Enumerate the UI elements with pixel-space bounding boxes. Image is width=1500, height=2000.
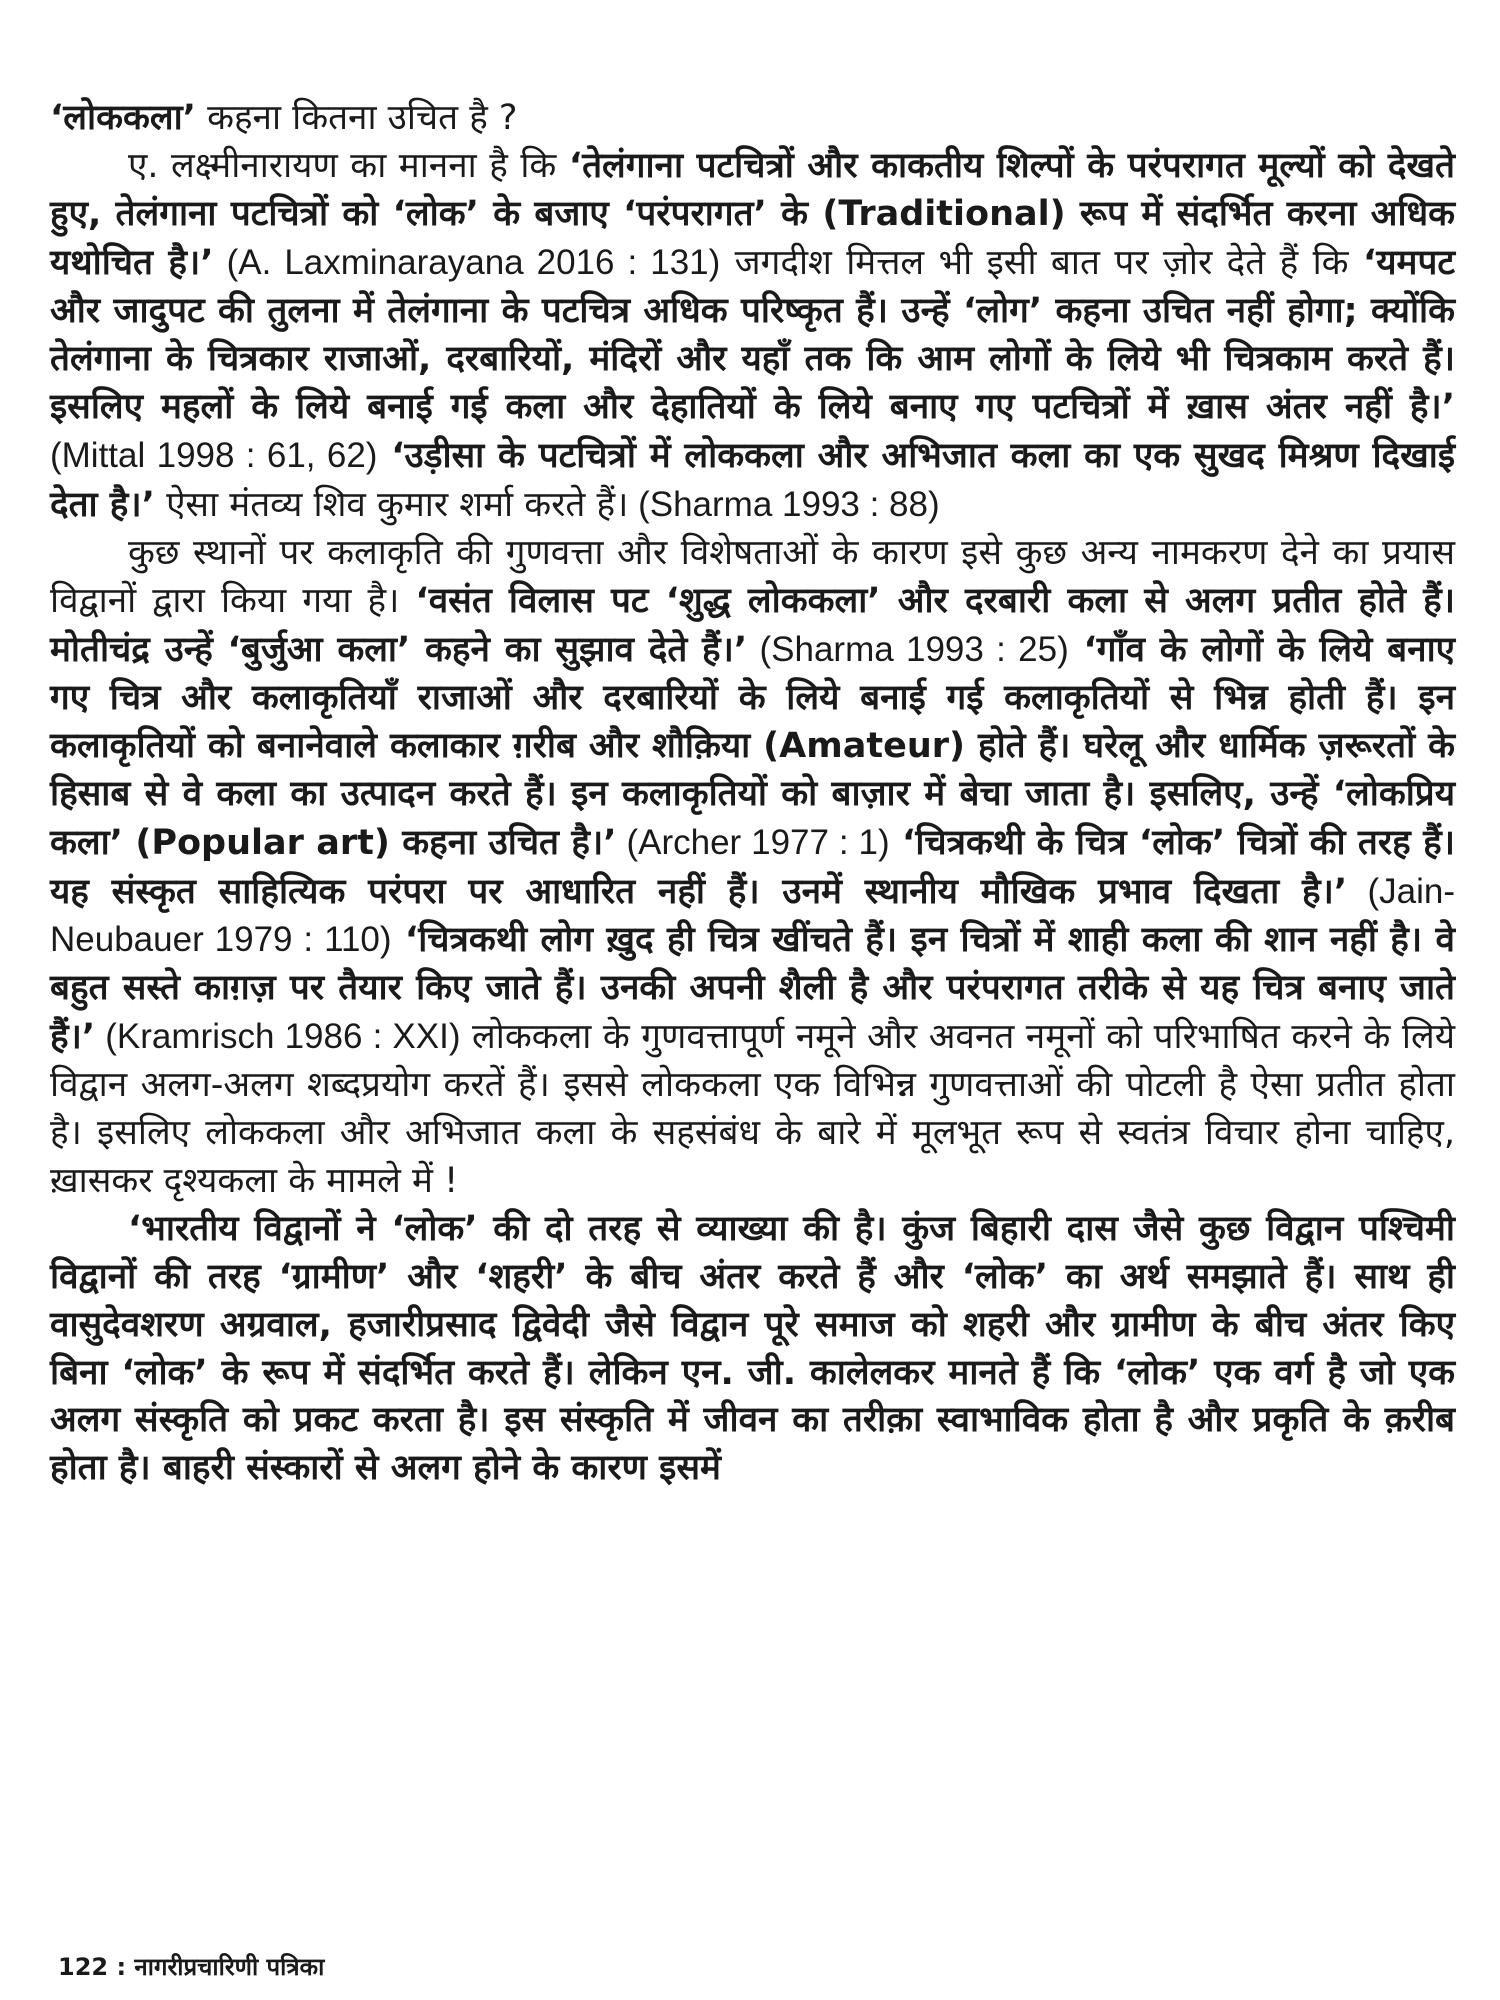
body-text: ए. लक्ष्मीनारायण का मानना है कि xyxy=(128,145,569,186)
citation: (Kramrisch 1986 : XXI) xyxy=(95,1017,461,1057)
quoted-text: ‘चित्रकथी के चित्र ‘लोक’ चित्रों की तरह हैं। यह संस्कृत साहित्यिक परंपरा पर आधारित नहीं हैं। उनमें स्थानीय मौखिक प्रभाव दिखता है।’ xyxy=(50,822,1455,912)
quoted-text: ‘उड़ीसा के पटचित्रों में लोककला और अभिजात कला का एक सुखद मिश्रण दिखाई देता है।’ xyxy=(50,436,1456,526)
quoted-text: ‘भारतीय विद्वानों ने ‘लोक’ की दो तरह से व्याख्या की है। कुंज बिहारी दास जैसे कुछ विद्वान पश्चिमी विद्वानों की तरह ‘ग्रामीण’ और ‘शहरी’ के बीच अंतर करते हैं और ‘लोक’ का अर्थ समझाते हैं। साथ ही वासुदेवशरण अग्रवाल, हजारीप्रसाद द्विवेदी जैसे विद्वान पूरे समाज को शहरी और ग्रामीण के बीच अंतर किए बिना ‘लोक’ के रूप में संदर्भित करते हैं। लेकिन एन. जी. कालेलकर मानते हैं कि ‘लोक’ एक वर्ग है जो एक अलग संस्कृति को प्रकट करता है। इस संस्कृति में जीवन का तरीक़ा स्वाभाविक होता है और प्रकृति के क़रीब होता है। बाहरी संस्कारों से अलग होने के कारण इसमें xyxy=(50,1208,1455,1489)
quoted-text: ‘चित्रकथी लोग ख़ुद ही चित्र खींचते हैं। इन चित्रों में शाही कला की शान नहीं है। वे बहुत सस्ते काग़ज़ पर तैयार किए जाते हैं। उनकी अपनी शैली है और परंपरागत तरीके से यह चित्र बनाए जाते हैं।’ xyxy=(50,920,1455,1058)
quoted-text: ‘तेलंगाना पटचित्रों और काकतीय शिल्पों के परंपरागत मूल्यों को देखते हुए, तेलंगाना पटचित्रों को ‘लोक’ के बजाए ‘परंपरागत’ के (Traditional) रूप में संदर्भित करना अधिक यथोचित है।’ xyxy=(50,145,1455,283)
document-body xyxy=(50,95,1455,1493)
body-text: कहना कितना उचित है ? xyxy=(195,98,518,138)
citation: (A. Laxminarayana 2016 : 131) xyxy=(213,242,721,282)
citation: (Mittal 1998 : 61, 62) xyxy=(50,436,378,476)
quoted-text: ‘यमपट और जादुपट की तुलना में तेलंगाना के पटचित्र अधिक परिष्कृत हैं। उन्हें ‘लोग’ कहना उचित नहीं होगा; क्योंकि तेलंगाना के चित्रकार राजाओं, दरबारियों, मंदिरों और यहाँ तक कि आम लोगों के लिये भी चित्रकाम करते हैं। इसलिए महलों के लिये बनाई गई कला और देहातियों के लिये बनाए गए पटचित्रों में ख़ास अंतर नहीं है।’ xyxy=(50,242,1455,428)
body-text: जगदीश मित्तल भी इसी बात पर ज़ोर देते हैं कि xyxy=(720,242,1363,283)
paragraph-3 xyxy=(50,1206,1455,1493)
citation: (Sharma 1993 : 25) xyxy=(747,629,1069,669)
citation: (Archer 1977 : 1) xyxy=(616,822,890,862)
citation: (Jain-Neubauer 1979 : 110) xyxy=(50,871,1455,960)
paragraph-2 xyxy=(50,530,1455,1206)
quoted-text: ‘गाँव के लोगों के लिये बनाए गए चित्र और कलाकृतियाँ राजाओं और दरबारियों के लिये बनाई गई कलाकृतियों से भिन्न होती हैं। इन कलाकृतियों को बनानेवाले कलाकार ग़रीब और शौक़िया (Amateur) होते हैं। घरेलू और धार्मिक ज़रूरतों के हिसाब से वे कला का उत्पादन करते हैं। इन कलाकृतियों को बाज़ार में बेचा जाता है। इसलिए, उन्हें ‘लोकप्रिय कला’ (Popular art) कहना उचित है।’ xyxy=(50,629,1456,863)
page-footer: 122 : नागरीप्रचारिणी पत्रिका xyxy=(58,1953,325,1981)
quoted-text: ‘लोककला’ xyxy=(50,98,196,138)
body-text: कुछ स्थानों पर कलाकृति की गुणवत्ता और विशेषताओं के कारण इसे कुछ अन्य नामकरण देने का प्रयास विद्वानों द्वारा किया गया है। xyxy=(50,533,1455,622)
quoted-text: ‘वसंत विलास पट ‘शुद्ध लोककला’ और दरबारी कला से अलग प्रतीत होते हैं। मोतीचंद्र उन्हें ‘बुर्जुआ कला’ कहने का सुझाव देते हैं।’ xyxy=(50,581,1455,670)
paragraph-1 xyxy=(50,143,1455,530)
citation: (Sharma 1993 : 88) xyxy=(628,485,940,525)
body-text: ऐसा मंतव्य शिव कुमार शर्मा करते हैं। xyxy=(154,485,629,526)
paragraph-0 xyxy=(50,95,1455,143)
body-text: लोककला के गुणवत्तापूर्ण नमूने और अवनत नमूनों को परिभाषित करने के लिये विद्वान अलग-अलग शब्दप्रयोग करतें हैं। इससे लोककला एक विभिन्न गुणवत्ताओं की पोटली है ऐसा प्रतीत होता है। इसलिए लोककला और अभिजात कला के सहसंबंध के बारे में मूलभूत रूप से स्वतंत्र विचार होना चाहिए, ख़ासकर दृश्यकला के मामले में ! xyxy=(50,1017,1455,1201)
